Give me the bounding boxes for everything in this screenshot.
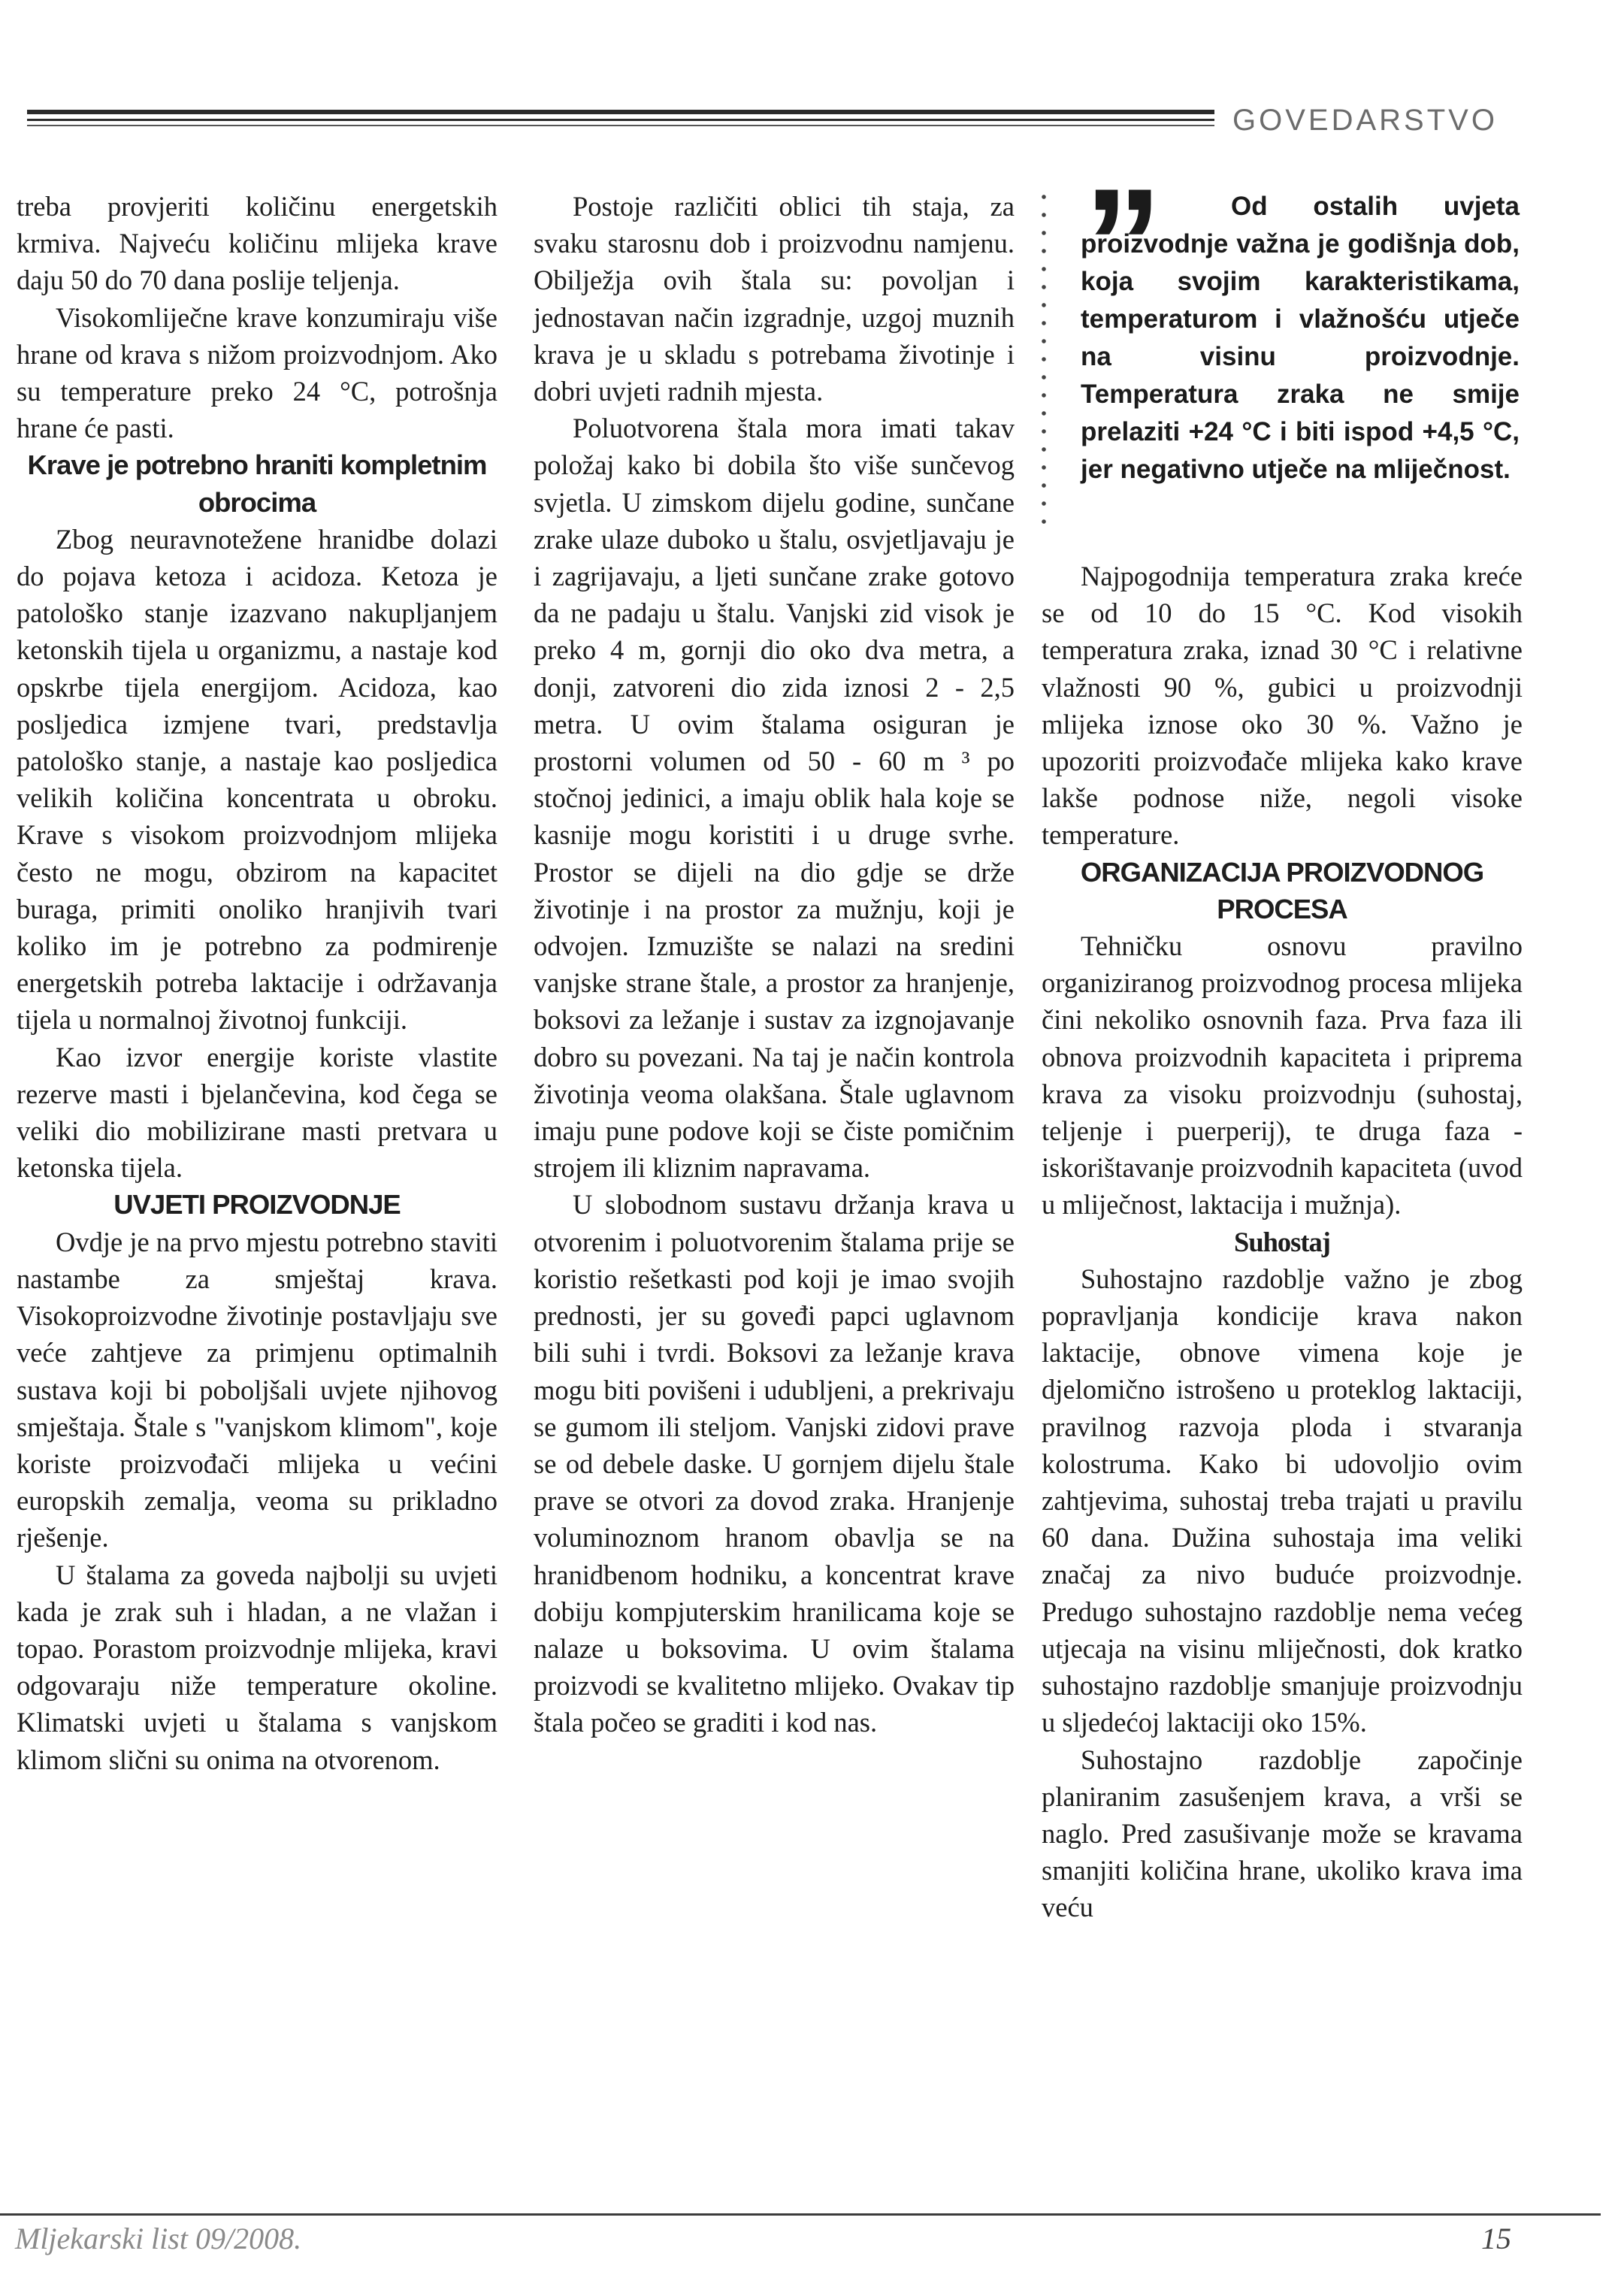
pull-quote-text: Od ostalih uvjeta proizvodnje važna je godišnja dob, koja svojim karakteristikama, temperaturom i vlažnošću utječe na visinu proizvodnje. Temperatura zraka ne smije prelaziti +24 °C i biti ispod +4,5 °C, jer negativno utječe na mliječnost. — [1081, 192, 1520, 484]
paragraph: treba provjeriti količinu energetskih krmiva. Najveću količinu mlijeka krave daju 50 do 70 dana poslije teljenja. — [17, 191, 497, 296]
article-column-2 — [534, 188, 1015, 1741]
paragraph: Visokomliječne krave konzumiraju više hrane od krava s nižom proizvodnjom. Ako su temperature preko 24 °C, potrošnja hrane će pasti. — [17, 301, 497, 444]
pull-quote — [1042, 156, 1523, 541]
header-rule — [27, 119, 1214, 121]
section-title: GOVEDARSTVO — [1232, 104, 1498, 137]
paragraph: U štalama za goveda najbolji su uvjeti kada je zrak suh i hladan, a ne vlažan i topao. Porastom proizvodnje mlijeka, kravi odgovaraju niže temperature okoline. Klimatski uvjeti u štalama s vanjskom klimom slični su onima na otvorenom. — [17, 1559, 497, 1775]
paragraph: U slobodnom sustavu držanja krava u otvorenim i poluotvorenim štalama prije se koristio rešetkasti pod koji je imao svojih prednosti, jer su goveđi papci uglavnom bili suhi i tvrdi. Boksovi za ležanje krava mogu biti povišeni i udubljeni, a prekrivaju se gumom ili steljom. Vanjski zidovi prave se od debele daske. U gornjem dijelu štale prave se otvori za dovod zraka. Hranjenje voluminoznom hranom obavlja se na hranidbenom hodniku, a koncentrat krave dobiju kompjuterskim hranilicama koje se nalaze u boksovima. U ovim štalama proizvodi se kvalitetno mlijeko. Ovakav tip štala počeo se graditi i kod nas. — [534, 1189, 1015, 1738]
section-heading: UVJETI PROIZVODNJE — [113, 1189, 401, 1221]
paragraph: Ovdje je na prvo mjestu potrebno staviti nastambe za smještaj krava. Visokoproizvodne životinje postavljaju sve veće zahtjeve za primjenu optimalnih sustava koji bi poboljšali uvjete njihovog smještaja. Štale s "vanjskom klimom", koje koriste proizvođači mlijeka u većini europskih zemalja, veoma su prikladno rješenje. — [17, 1226, 497, 1553]
section-heading: Krave je potrebno hraniti kompletnim obrocima — [27, 449, 487, 518]
publication-name: Mljekarski list 09/2008. — [15, 2222, 302, 2255]
article-column-1 — [17, 188, 497, 1778]
footer-rule — [0, 2213, 1601, 2216]
paragraph: Suhostajno razdoblje važno je zbog popravljanja kondicije krava nakon laktacije, obnove vimena koje je djelomično istrošeno u proteklog laktaciji, pravilnog razvoja ploda i stvaranja kolostruma. Kako bi udovoljio ovim zahtjevima, suhostaj treba trajati u pravilu 60 dana. Dužina suhostaja ima veliki značaj za nivo buduće proizvodnje. Predugo suhostajno razdoblje nema većeg utjecaja na visinu mliječnosti, dok kratko suhostajno razdoblje smanjuje proizvodnju u sljedećoj laktaciji oko 15%. — [1042, 1263, 1523, 1738]
paragraph: Suhostajno razdoblje započinje planiranim zasušenjem krava, a vrši se naglo. Pred zasušivanje može se kravama smanjiti količina hrane, ukoliko krava ima veću — [1042, 1744, 1523, 1923]
paragraph: Poluotvorena štala mora imati takav položaj kako bi dobila što više sunčevog svjetla. U zimskom dijelu godine, sunčane zrake ulaze duboko u štalu, osvjetljavaju je i zagrijavaju, a ljeti sunčane zrake gotovo da ne padaju u štalu. Vanjski zid visok je preko 4 m, gornji dio oko dva metra, a donji, zatvoreni dio zida iznosi 2 - 2,5 metra. U ovim štalama osiguran je prostorni volumen od 50 - 60 m ³ po stočnoj jedinici, a imaju oblik hala koje se kasnije mogu koristiti i u druge svrhe. Prostor se dijeli na dio gdje se drže životinje i na prostor za mužnju, koji je odvojen. Izmuzište se nalazi na sredini vanjske strane štale, a prostor za hranjenje, boksovi za ležanje i sustav za izgnojavanje dobro su povezani. Na taj je način kontrola životinja veoma olakšana. Štale uglavnom imaju pune podove koji se čiste pomičnim strojem ili kliznim napravama. — [534, 413, 1015, 1184]
paragraph: Postoje različiti oblici tih staja, za svaku starosnu dob i proizvodnu namjenu. Obilježja ovih štala su: povoljan i jednostavan način izgradnje, uzgoj muznih krava je u skladu s potrebama životinje i dobri uvjeti radnih mjesta. — [534, 191, 1015, 407]
paragraph: Zbog neuravnotežene hranidbe dolazi do pojava ketoza i acidoza. Ketoza je patološko stanje izazvano nakupljanjem ketonskih tijela u organizmu, a nastaje kod opskrbe tijela energijom. Acidoza, kao posljedica izmjene tvari, predstavlja patološko stanje, a nastaje kao posljedica velikih količina koncentrata u obroku. Krave s visokom proizvodnjom mlijeka često ne mogu, obzirom na kapacitet buraga, primiti onoliko hranjivih tvari koliko im je potrebno za podmirenje energetskih potreba laktacije i održavanja tijela u normalnoj životnoj funkciji. — [17, 523, 497, 1036]
section-heading: Suhostaj — [1234, 1226, 1330, 1257]
page-number: 15 — [1481, 2222, 1511, 2255]
paragraph: Tehničku osnovu pravilno organiziranog proizvodnog procesa mlijeka čini nekoliko osnovnih faza. Prva faza ili obnova proizvodnih kapaciteta i priprema krava za visoku proizvodnju (suhostaj, teljenje i puerperij), te druga faza - iskorištavanje proizvodnih kapaciteta (uvod u mliječnost, laktacija i mužnja). — [1042, 930, 1523, 1221]
dotted-rule — [1042, 188, 1046, 534]
header-rule — [27, 125, 1214, 126]
quote-mark-icon: ” — [1084, 156, 1149, 332]
paragraph: Kao izvor energije koriste vlastite rezerve masti i bjelančevina, kod čega se veliki dio mobilizirane masti pretvara u ketonska tijela. — [17, 1041, 497, 1184]
paragraph: Najpogodnija temperatura zraka kreće se od 10 do 15 °C. Kod visokih temperatura zraka, iznad 30 °C i relativne vlažnosti 90 %, gubici u proizvodnji mlijeka iznose oko 30 %. Važno je upozoriti proizvođače mlijeka kako krave lakše podnose niže, negoli visoke temperature. — [1042, 561, 1523, 851]
section-heading: ORGANIZACIJA PROIZVODNOG PROCESA — [1080, 856, 1484, 924]
article-column-3 — [1042, 558, 1523, 1926]
header-rule — [27, 110, 1214, 114]
